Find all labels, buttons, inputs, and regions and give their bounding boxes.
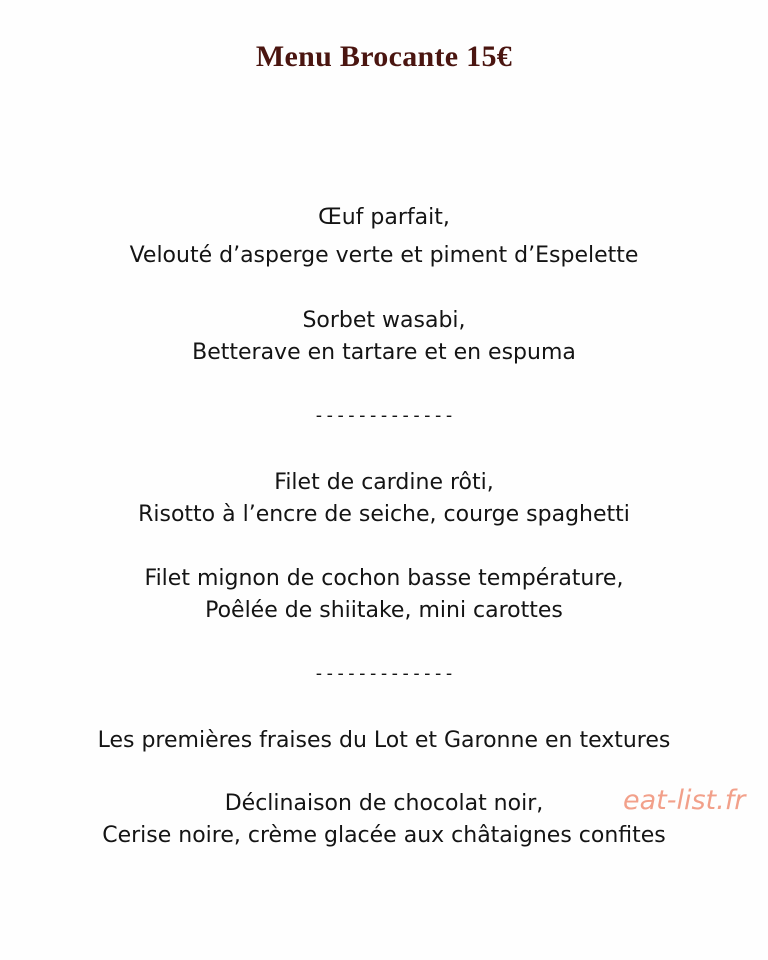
starter-2-name: Sorbet wasabi, — [302, 308, 466, 333]
dessert-2-name: Déclinaison de chocolat noir, — [224, 791, 544, 816]
section-separator-2: ------------- — [313, 663, 455, 684]
main-2-description: Poêlée de shiitake, mini carottes — [205, 598, 563, 623]
starter-1-name: Œuf parfait, — [318, 205, 450, 230]
dessert-1-name: Les premières fraises du Lot et Garonne en textures — [97, 728, 671, 753]
section-separator-1: ------------- — [313, 405, 455, 426]
starter-2-description: Betterave en tartare et en espuma — [192, 340, 576, 365]
watermark-logo: eat-list.fr — [623, 785, 746, 816]
main-1-description: Risotto à l’encre de seiche, courge spaghetti — [138, 502, 630, 527]
main-1-name: Filet de cardine rôti, — [274, 470, 494, 495]
dessert-2-description: Cerise noire, crème glacée aux châtaignes confites — [102, 823, 666, 848]
main-2-name: Filet mignon de cochon basse température, — [144, 566, 624, 591]
menu-title: Menu Brocante 15€ — [255, 40, 513, 73]
starter-1-description: Velouté d’asperge verte et piment d’Espelette — [129, 243, 639, 268]
